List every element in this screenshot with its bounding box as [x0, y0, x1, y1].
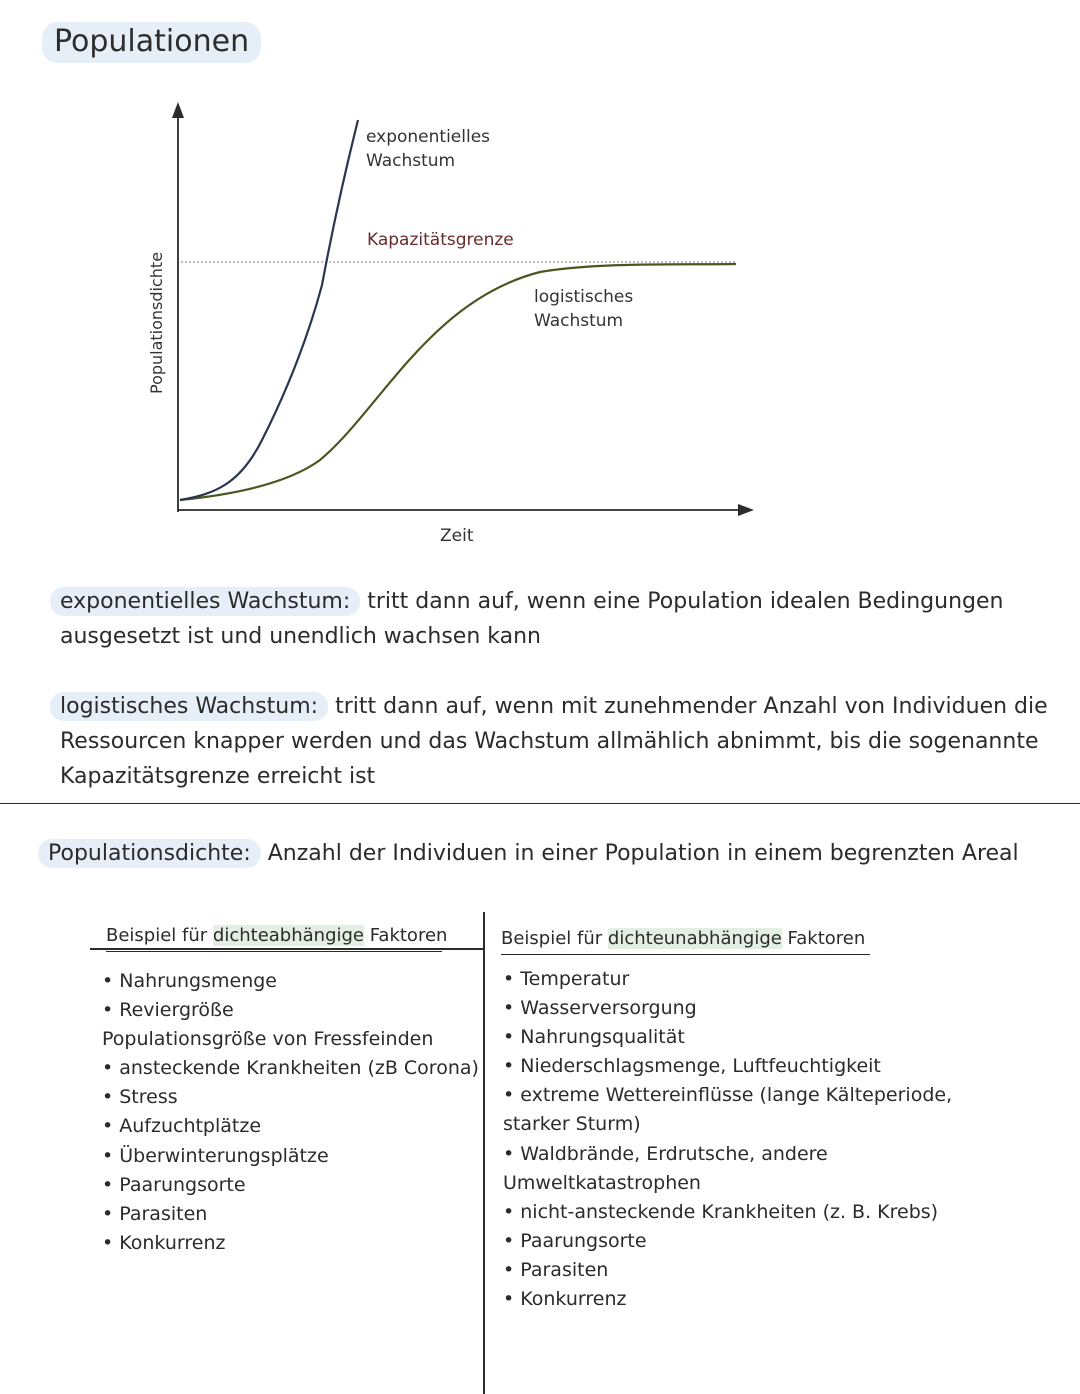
x-axis-arrow — [738, 504, 754, 516]
list-item: • Paarungsorte — [503, 1227, 1063, 1256]
list-item: • Niederschlagsmenge, Luftfeuchtigkeit — [503, 1052, 1063, 1081]
section-divider — [0, 803, 1080, 804]
x-axis-label: Zeit — [440, 526, 474, 546]
list-item: • extreme Wettereinflüsse (lange Kälteperiode, — [503, 1081, 1063, 1110]
head-right-pre: Beispiel für — [501, 928, 608, 949]
list-item: • Waldbrände, Erdrutsche, andere — [503, 1140, 1063, 1169]
header-rule — [90, 948, 484, 950]
list-item: • Konkurrenz — [503, 1285, 1063, 1314]
head-left-post: Faktoren — [364, 925, 448, 946]
exp-label-line2: Wachstum — [366, 151, 456, 171]
list-item: • Parasiten — [503, 1256, 1063, 1285]
list-item: • Temperatur — [503, 965, 1063, 994]
list-item: • Paarungsorte — [102, 1171, 477, 1200]
definition-exponential — [60, 584, 1040, 654]
term-density: Populationsdichte: — [38, 839, 261, 868]
list-item: • Nahrungsmenge — [102, 967, 477, 996]
head-left-pre: Beispiel für — [106, 925, 213, 946]
list-item: Populationsgröße von Fressfeinden — [102, 1028, 434, 1051]
column-head-independent — [501, 926, 870, 955]
list-item: • Reviergröße — [102, 996, 477, 1025]
list-item: • Wasserversorgung — [503, 994, 1063, 1023]
list-item: • Überwinterungsplätze — [102, 1142, 477, 1171]
list-item: starker Sturm) — [503, 1113, 641, 1136]
logistic-curve — [180, 264, 736, 500]
list-item: • Aufzuchtplätze — [102, 1112, 477, 1141]
column-separator — [483, 912, 485, 1394]
list-item: Umweltkatastrophen — [503, 1171, 701, 1194]
definition-density — [48, 836, 1068, 871]
y-axis-arrow — [172, 102, 184, 118]
term-exponential: exponentielles Wachstum: — [50, 587, 360, 616]
y-axis-label: Populationsdichte — [147, 251, 166, 394]
text-density: Anzahl der Individuen in einer Population in einem begrenzten Areal — [260, 841, 1019, 866]
term-logistic: logistisches Wachstum: — [50, 692, 328, 721]
head-right-post: Faktoren — [781, 928, 866, 949]
list-item: • Konkurrenz — [102, 1229, 477, 1258]
list-item: • ansteckende Krankheiten (zB Corona) — [102, 1054, 477, 1083]
text-logistic: tritt dann auf, wenn mit zunehmender Anzahl von Individuen die Ressourcen knapper werden und das Wachstum allmählich abnimmt, bis die sogenannte Kapazitätsgrenze erreicht ist — [60, 694, 1048, 789]
dependent-factors-list — [102, 967, 477, 1258]
capacity-label: Kapazitätsgrenze — [367, 230, 514, 250]
independent-factors-list — [503, 965, 1063, 1314]
head-right-term: dichteunabhängige — [607, 928, 782, 949]
log-label-line1: logistisches — [534, 287, 634, 307]
list-item: • Parasiten — [102, 1200, 477, 1229]
list-item: • Nahrungsqualität — [503, 1023, 1063, 1052]
list-item: • Stress — [102, 1083, 477, 1112]
growth-diagram — [0, 0, 1080, 560]
log-label-line2: Wachstum — [534, 311, 624, 331]
page-title: Populationen — [42, 22, 261, 63]
exponential-curve — [180, 120, 358, 500]
text-exponential: tritt dann auf, wenn eine Population idealen Bedingungen ausgesetzt ist und unendlich wachsen kann — [60, 589, 1004, 649]
definition-logistic — [60, 689, 1050, 794]
head-left-term: dichteabhängige — [212, 925, 364, 946]
exp-label-line1: exponentielles — [366, 127, 491, 147]
list-item: • nicht-ansteckende Krankheiten (z. B. Krebs) — [503, 1198, 1063, 1227]
